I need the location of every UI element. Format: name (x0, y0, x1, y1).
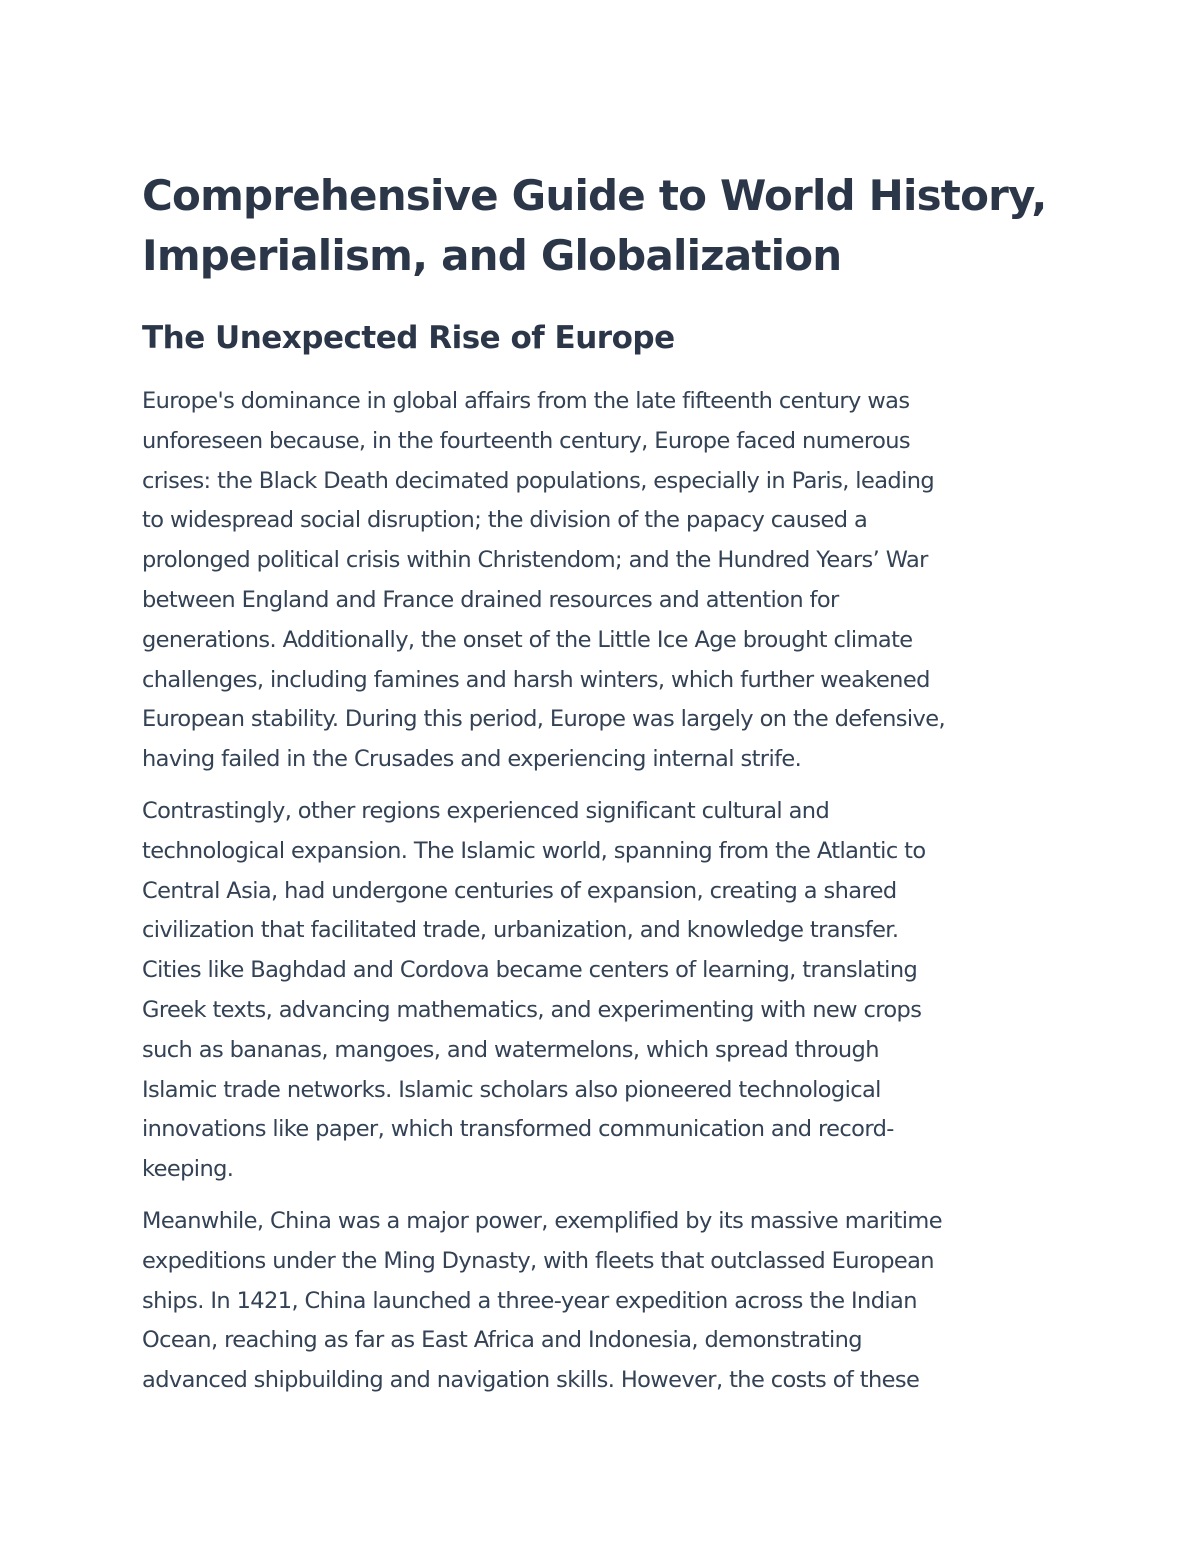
text-line: innovations like paper, which transformed communication and record- (142, 1116, 894, 1143)
section-heading: The Unexpected Rise of Europe (142, 320, 675, 356)
text-line: Greek texts, advancing mathematics, and experimenting with new crops (142, 996, 922, 1023)
paragraph-islamic-world (142, 792, 1060, 1190)
text-line: Islamic trade networks. Islamic scholars also pioneered technological (142, 1076, 881, 1103)
text-line: to widespread social disruption; the division of the papacy caused a (142, 507, 868, 534)
title-line: Comprehensive Guide to World History, (142, 171, 1047, 220)
text-line: expeditions under the Ming Dynasty, with fleets that outclassed European (142, 1247, 934, 1274)
text-line: technological expansion. The Islamic world, spanning from the Atlantic to (142, 837, 926, 864)
document-title (142, 166, 1060, 286)
text-line: unforeseen because, in the fourteenth century, Europe faced numerous (142, 427, 911, 454)
text-line: between England and France drained resources and attention for (142, 586, 839, 613)
text-line: advanced shipbuilding and navigation skills. However, the costs of these (142, 1367, 920, 1394)
text-line: Ocean, reaching as far as East Africa and Indonesia, demonstrating (142, 1327, 862, 1354)
text-line: ships. In 1421, China launched a three-year expedition across the Indian (142, 1287, 917, 1314)
text-line: Europe's dominance in global affairs from the late fifteenth century was (142, 388, 910, 414)
text-line: such as bananas, mangoes, and watermelons, which spread through (142, 1036, 879, 1063)
text-line: having failed in the Crusades and experiencing internal strife. (142, 746, 802, 773)
text-line: European stability. During this period, Europe was largely on the defensive, (142, 706, 946, 733)
document-page (142, 166, 1060, 1401)
paragraph-europe-crises (142, 382, 1060, 780)
text-line: Contrastingly, other regions experienced significant cultural and (142, 797, 830, 824)
text-line: Central Asia, had undergone centuries of expansion, creating a shared (142, 877, 897, 904)
text-line: generations. Additionally, the onset of the Little Ice Age brought climate (142, 626, 913, 653)
text-line: civilization that facilitated trade, urbanization, and knowledge transfer. (142, 917, 899, 944)
title-line: Imperialism, and Globalization (142, 231, 842, 280)
paragraph-ming-china (142, 1202, 1060, 1401)
text-line: prolonged political crisis within Christendom; and the Hundred Years’ War (142, 547, 928, 574)
text-line: Meanwhile, China was a major power, exemplified by its massive maritime (142, 1207, 942, 1234)
text-line: keeping. (142, 1156, 234, 1183)
text-line: challenges, including famines and harsh winters, which further weakened (142, 666, 930, 693)
text-line: Cities like Baghdad and Cordova became centers of learning, translating (142, 957, 918, 984)
text-line: crises: the Black Death decimated populations, especially in Paris, leading (142, 467, 935, 494)
